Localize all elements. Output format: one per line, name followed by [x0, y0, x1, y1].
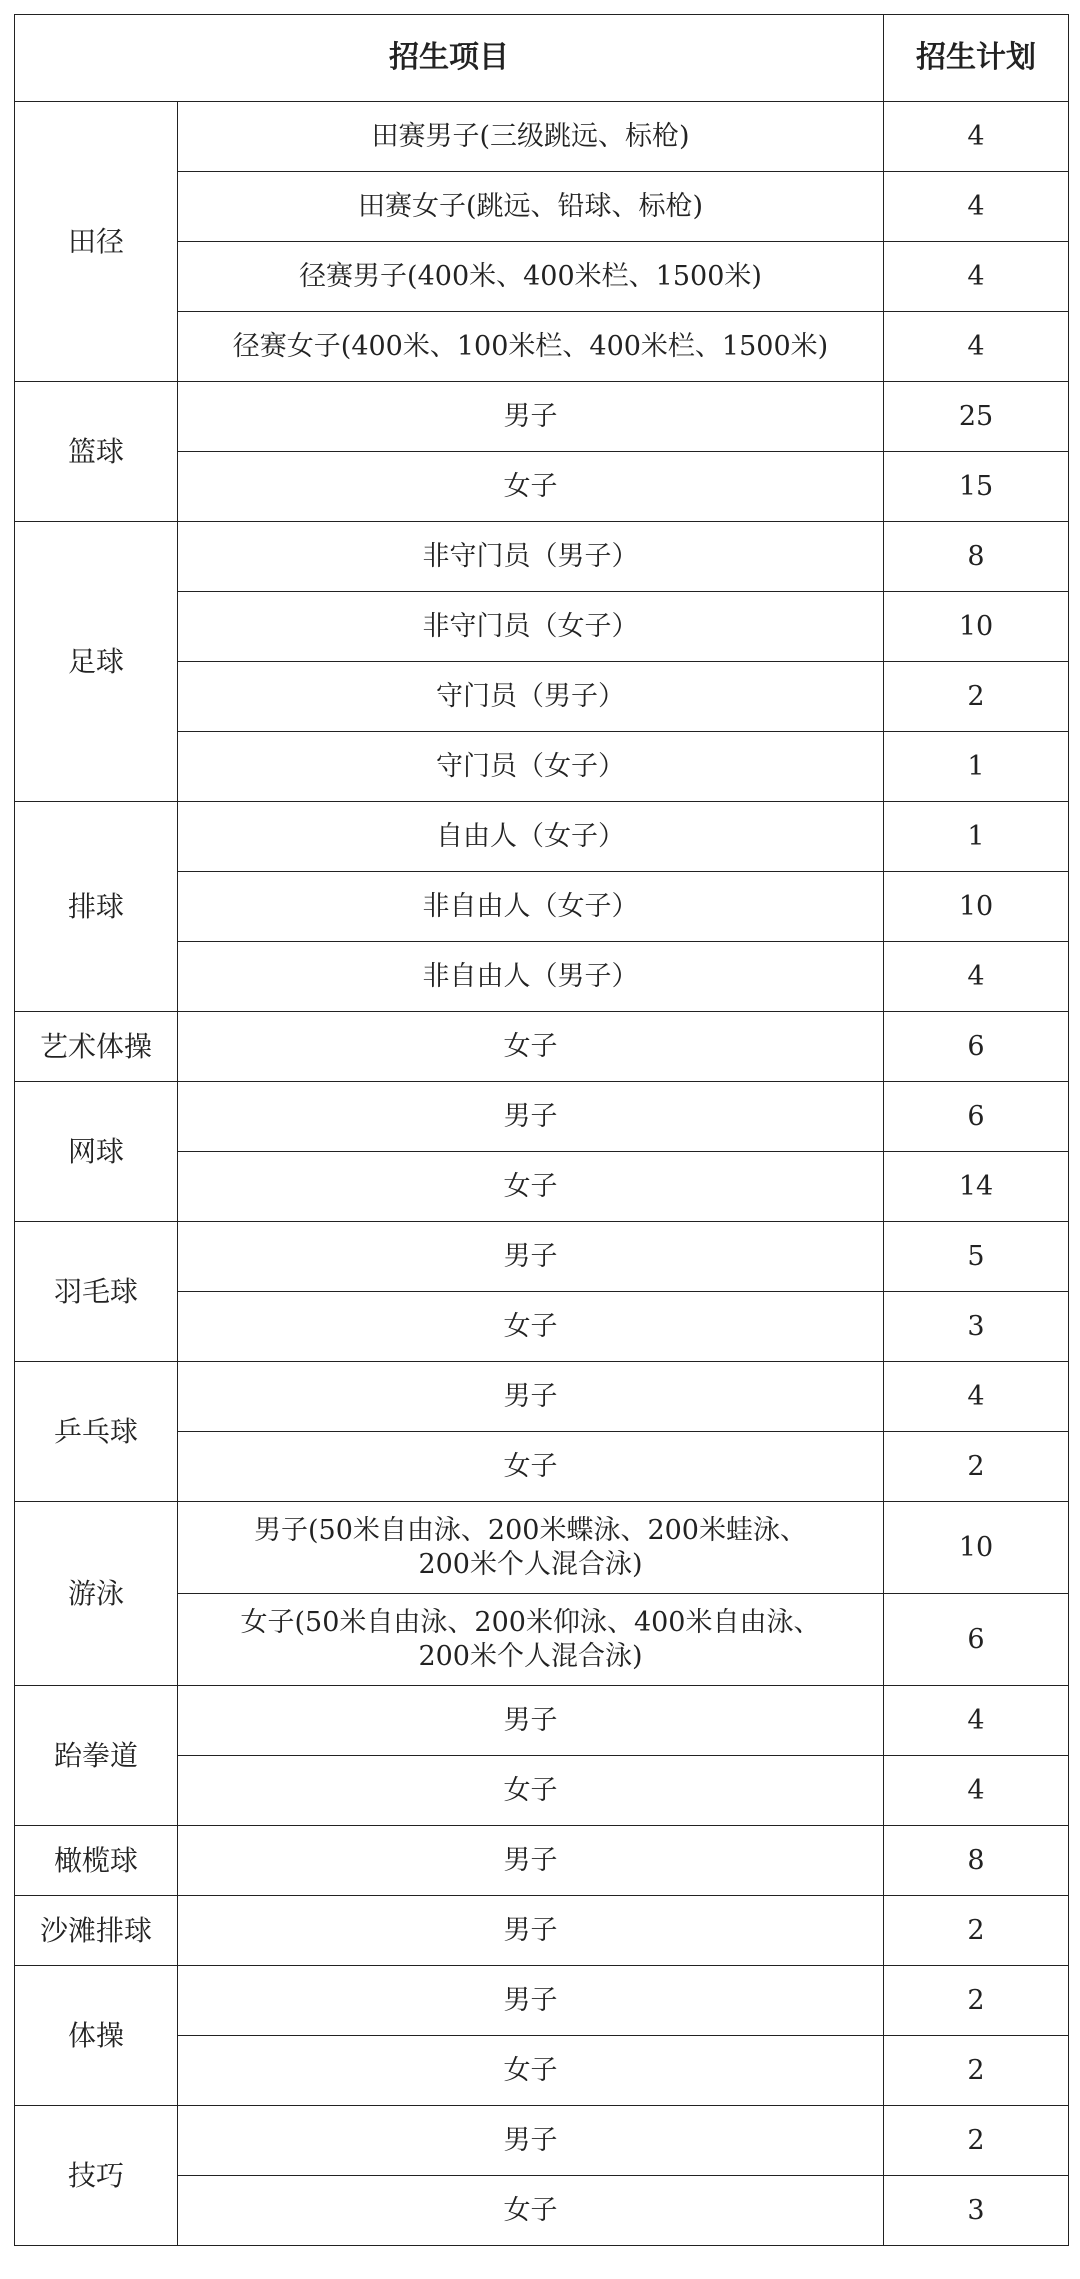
event-item-cell: 男子: [178, 1896, 884, 1966]
event-item-cell: 守门员（女子）: [178, 732, 884, 802]
table-row: [15, 1826, 1069, 1896]
event-item-cell: 女子: [178, 1012, 884, 1082]
event-item-cell: 男子: [178, 2106, 884, 2176]
event-item-cell: 女子: [178, 1756, 884, 1826]
header-project: 招生项目: [15, 15, 884, 102]
event-item-cell: [178, 1502, 884, 1594]
table-row: [15, 1222, 1069, 1292]
plan-count-cell: 3: [884, 1292, 1069, 1362]
event-item-cell: 非自由人（女子）: [178, 872, 884, 942]
plan-count-cell: 4: [884, 1756, 1069, 1826]
plan-count-cell: 10: [884, 872, 1069, 942]
sport-category-cell: 排球: [15, 802, 178, 1012]
table-row: [15, 802, 1069, 872]
header-plan: 招生计划: [884, 15, 1069, 102]
plan-count-cell: 4: [884, 1362, 1069, 1432]
enrollment-plan-sheet: [14, 14, 1068, 2246]
enrollment-plan-table: [14, 14, 1069, 2246]
event-item-cell: 田赛女子(跳远、铅球、标枪): [178, 172, 884, 242]
event-item-line: 男子(50米自由泳、200米蝶泳、200米蛙泳、: [254, 1514, 807, 1546]
plan-count-cell: 3: [884, 2176, 1069, 2246]
table-row: [15, 2106, 1069, 2176]
sport-category-cell: 乒乓球: [15, 1362, 178, 1502]
event-item-cell: 守门员（男子）: [178, 662, 884, 732]
table-body: [15, 102, 1069, 2246]
sport-category-cell: 羽毛球: [15, 1222, 178, 1362]
table-row: [15, 1966, 1069, 2036]
sport-category-cell: 跆拳道: [15, 1686, 178, 1826]
plan-count-cell: 4: [884, 942, 1069, 1012]
event-item-cell: 径赛男子(400米、400米栏、1500米): [178, 242, 884, 312]
header-row: [15, 15, 1069, 102]
event-item-cell: 自由人（女子）: [178, 802, 884, 872]
sport-category-cell: 网球: [15, 1082, 178, 1222]
event-item-cell: 男子: [178, 1362, 884, 1432]
plan-count-cell: 8: [884, 522, 1069, 592]
plan-count-cell: 2: [884, 1432, 1069, 1502]
plan-count-cell: 25: [884, 382, 1069, 452]
plan-count-cell: 2: [884, 1896, 1069, 1966]
event-item-cell: 女子: [178, 2036, 884, 2106]
event-item-cell: 男子: [178, 1222, 884, 1292]
plan-count-cell: 6: [884, 1594, 1069, 1686]
table-row: [15, 1082, 1069, 1152]
event-item-cell: 非守门员（女子）: [178, 592, 884, 662]
plan-count-cell: 10: [884, 592, 1069, 662]
plan-count-cell: 1: [884, 732, 1069, 802]
event-item-cell: 男子: [178, 1686, 884, 1756]
event-item-line: 200米个人混合泳): [418, 1548, 643, 1580]
event-item-cell: 女子: [178, 452, 884, 522]
event-item-cell: 男子: [178, 1826, 884, 1896]
event-item-line: 女子(50米自由泳、200米仰泳、400米自由泳、: [240, 1606, 821, 1638]
plan-count-cell: 15: [884, 452, 1069, 522]
event-item-cell: 女子: [178, 1152, 884, 1222]
table-row: [15, 1502, 1069, 1594]
plan-count-cell: 4: [884, 1686, 1069, 1756]
event-item-cell: 男子: [178, 1966, 884, 2036]
plan-count-cell: 2: [884, 2036, 1069, 2106]
plan-count-cell: 5: [884, 1222, 1069, 1292]
plan-count-cell: 4: [884, 172, 1069, 242]
sport-category-cell: 篮球: [15, 382, 178, 522]
sport-category-cell: 技巧: [15, 2106, 178, 2246]
plan-count-cell: 6: [884, 1082, 1069, 1152]
plan-count-cell: 8: [884, 1826, 1069, 1896]
event-item-cell: 径赛女子(400米、100米栏、400米栏、1500米): [178, 312, 884, 382]
sport-category-cell: 橄榄球: [15, 1826, 178, 1896]
plan-count-cell: 14: [884, 1152, 1069, 1222]
plan-count-cell: 2: [884, 1966, 1069, 2036]
event-item-cell: [178, 1594, 884, 1686]
plan-count-cell: 4: [884, 102, 1069, 172]
event-item-cell: 男子: [178, 1082, 884, 1152]
plan-count-cell: 2: [884, 2106, 1069, 2176]
table-row: [15, 522, 1069, 592]
event-item-cell: 田赛男子(三级跳远、标枪): [178, 102, 884, 172]
plan-count-cell: 6: [884, 1012, 1069, 1082]
table-row: [15, 1896, 1069, 1966]
event-item-cell: 女子: [178, 1292, 884, 1362]
sport-category-cell: 艺术体操: [15, 1012, 178, 1082]
event-item-cell: 非守门员（男子）: [178, 522, 884, 592]
table-row: [15, 1362, 1069, 1432]
sport-category-cell: 田径: [15, 102, 178, 382]
event-item-line: 200米个人混合泳): [418, 1640, 643, 1672]
sport-category-cell: 沙滩排球: [15, 1896, 178, 1966]
plan-count-cell: 2: [884, 662, 1069, 732]
plan-count-cell: 4: [884, 312, 1069, 382]
table-row: [15, 1012, 1069, 1082]
plan-count-cell: 10: [884, 1502, 1069, 1594]
plan-count-cell: 4: [884, 242, 1069, 312]
table-row: [15, 102, 1069, 172]
event-item-cell: 女子: [178, 2176, 884, 2246]
event-item-cell: 女子: [178, 1432, 884, 1502]
sport-category-cell: 足球: [15, 522, 178, 802]
table-row: [15, 1686, 1069, 1756]
event-item-cell: 非自由人（男子）: [178, 942, 884, 1012]
event-item-cell: 男子: [178, 382, 884, 452]
sport-category-cell: 游泳: [15, 1502, 178, 1686]
table-row: [15, 382, 1069, 452]
sport-category-cell: 体操: [15, 1966, 178, 2106]
plan-count-cell: 1: [884, 802, 1069, 872]
